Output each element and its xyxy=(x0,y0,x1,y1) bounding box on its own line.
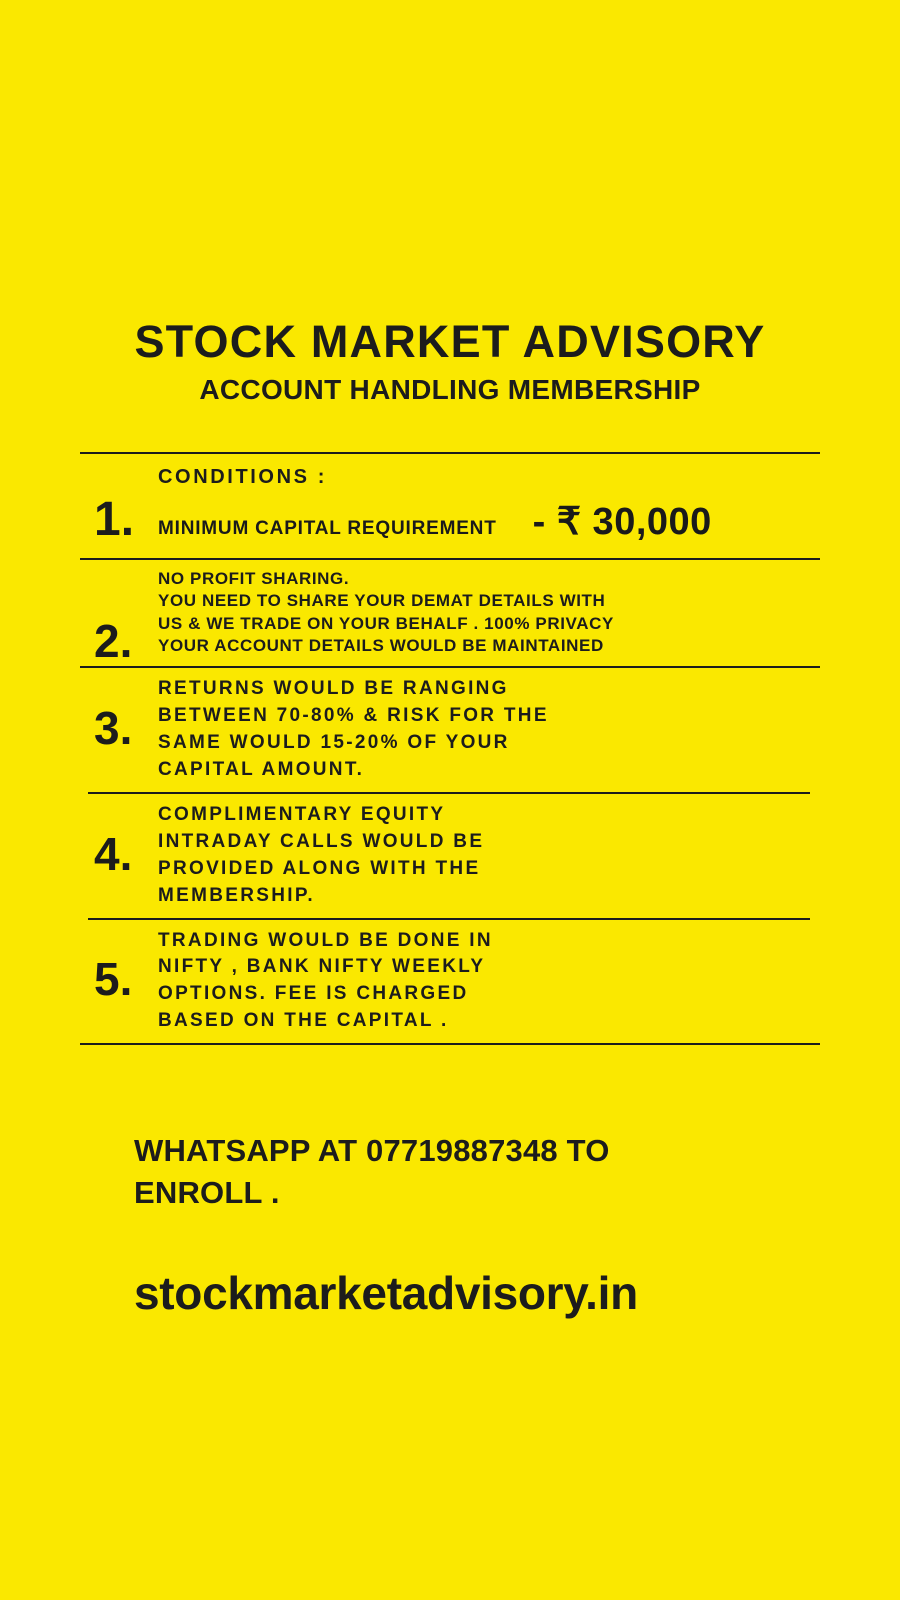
website-url: stockmarketadvisory.in xyxy=(134,1266,638,1319)
list-item-body xyxy=(158,495,820,544)
list-item-line: BASED ON THE CAPITAL . xyxy=(158,1010,449,1032)
list-item-line: RETURNS WOULD BE RANGING xyxy=(158,677,509,699)
capital-requirement-label: MINIMUM CAPITAL REQUIREMENT xyxy=(158,518,497,539)
list-item-line: BETWEEN 70-80% & RISK FOR THE xyxy=(158,704,549,726)
list-item-line: YOUR ACCOUNT DETAILS WOULD BE MAINTAINED xyxy=(158,636,604,656)
list-item-number: 5. xyxy=(94,953,133,1006)
list-item xyxy=(80,794,820,918)
list-item xyxy=(80,920,820,1044)
list-item-body xyxy=(158,798,820,910)
list-item-body xyxy=(158,924,820,1036)
poster-header xyxy=(0,318,900,405)
page-subtitle: ACCOUNT HANDLING MEMBERSHIP xyxy=(199,374,701,406)
list-item-line: US & WE TRADE ON YOUR BEHALF . 100% PRIVACY xyxy=(158,613,614,633)
divider-bottom xyxy=(80,1043,820,1045)
list-item xyxy=(80,491,820,558)
list-item-body xyxy=(158,564,820,658)
list-item-number: 1. xyxy=(94,492,135,546)
list-item-line: NO PROFIT SHARING. xyxy=(158,569,350,588)
capital-requirement-amount: - ₹ 30,000 xyxy=(532,501,712,543)
list-item-number: 3. xyxy=(94,701,133,754)
list-item-line: SAME WOULD 15-20% OF YOUR xyxy=(158,731,510,753)
list-item-line: OPTIONS. FEE IS CHARGED xyxy=(158,983,469,1005)
list-item xyxy=(80,560,820,666)
list-item-line: NIFTY , BANK NIFTY WEEKLY xyxy=(158,956,486,978)
list-item-number: 2. xyxy=(94,614,133,667)
list-item-number: 4. xyxy=(94,827,133,880)
page-title: STOCK MARKET ADVISORY xyxy=(134,316,766,367)
list-item-body xyxy=(158,672,820,784)
list-item-line: PROVIDED ALONG WITH THE xyxy=(158,857,481,879)
whatsapp-contact-text: WHATSAPP AT 07719887348 TO ENROLL . xyxy=(134,1133,610,1210)
list-item xyxy=(80,668,820,792)
poster-footer xyxy=(134,1130,854,1320)
list-item-line: MEMBERSHIP. xyxy=(158,884,315,906)
list-item-line: YOU NEED TO SHARE YOUR DEMAT DETAILS WITH xyxy=(158,591,606,611)
list-item-line: INTRADAY CALLS WOULD BE xyxy=(158,830,485,852)
list-item-line: CAPITAL AMOUNT. xyxy=(158,758,365,780)
list-item-line: TRADING WOULD BE DONE IN xyxy=(158,929,493,951)
conditions-section xyxy=(80,452,820,1045)
conditions-label: CONDITIONS : xyxy=(158,466,327,488)
list-item-line: COMPLIMENTARY EQUITY xyxy=(158,803,446,825)
